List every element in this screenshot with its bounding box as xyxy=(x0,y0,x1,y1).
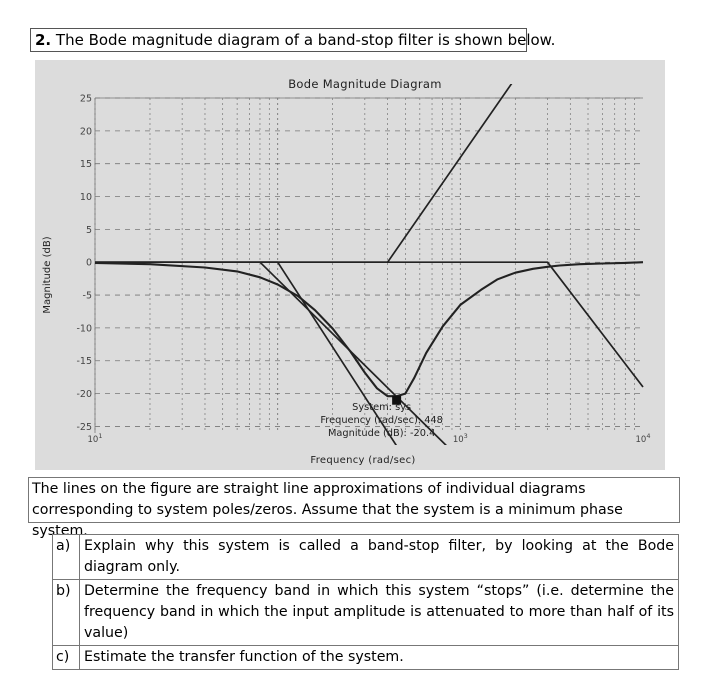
x-tick-label: $10^4$ xyxy=(635,432,651,445)
datatip-line: Frequency (rad/sec): 448 xyxy=(320,415,443,426)
y-tick-label: 5 xyxy=(85,224,92,236)
sub-question-text: Determine the frequency band in which this system “stops” (i.e. determine the frequency band in which the input amplitude is attenuated to more than half of its value) xyxy=(80,580,679,646)
y-tick-label: 20 xyxy=(79,126,92,138)
sub-question-row xyxy=(53,580,679,646)
x-tick-label: $10^3$ xyxy=(452,432,468,445)
question-number: 2. xyxy=(35,31,52,49)
y-tick-label: -25 xyxy=(76,421,92,433)
sub-question-label: b) xyxy=(53,580,80,646)
y-axis-label: Magnitude (dB) xyxy=(42,236,53,314)
y-tick-label: 0 xyxy=(85,257,92,269)
y-tick-label: 25 xyxy=(79,93,92,105)
figure-description: The lines on the figure are straight line approximations of individual diagrams corresponding to system poles/zeros. Assume that the system is a minimum phase system. xyxy=(28,477,680,523)
x-axis-label: Frequency (rad/sec) xyxy=(310,455,416,466)
sub-question-row xyxy=(53,535,679,580)
chart-title: Bode Magnitude Diagram xyxy=(288,77,442,91)
bode-chart xyxy=(35,60,665,470)
sub-question-text: Explain why this system is called a band-stop filter, by looking at the Bode diagram only. xyxy=(80,535,679,580)
magnitude-curve xyxy=(95,262,643,396)
y-tick-label: -15 xyxy=(76,356,92,368)
x-tick-label: $10^1$ xyxy=(87,432,103,445)
y-tick-label: 15 xyxy=(79,159,92,171)
y-tick-label: -20 xyxy=(76,389,92,401)
datatip xyxy=(320,396,443,439)
datatip-line: Magnitude (dB): -20.4 xyxy=(327,428,436,439)
sub-question-text: Estimate the transfer function of the system. xyxy=(80,646,679,670)
sub-question-row xyxy=(53,646,679,670)
y-tick-label: -5 xyxy=(82,290,92,302)
question-header xyxy=(30,28,556,52)
sub-question-label: c) xyxy=(53,646,80,670)
question-text: The Bode magnitude diagram of a band-stop filter is shown below. xyxy=(55,31,556,49)
datatip-line: System: sys xyxy=(352,402,412,413)
y-tick-label: 10 xyxy=(79,192,92,204)
sub-question-label: a) xyxy=(53,535,80,580)
y-tick-labels xyxy=(76,94,92,433)
y-tick-label: -10 xyxy=(76,323,92,335)
sub-questions-table xyxy=(52,534,679,670)
bode-figure xyxy=(35,60,665,470)
